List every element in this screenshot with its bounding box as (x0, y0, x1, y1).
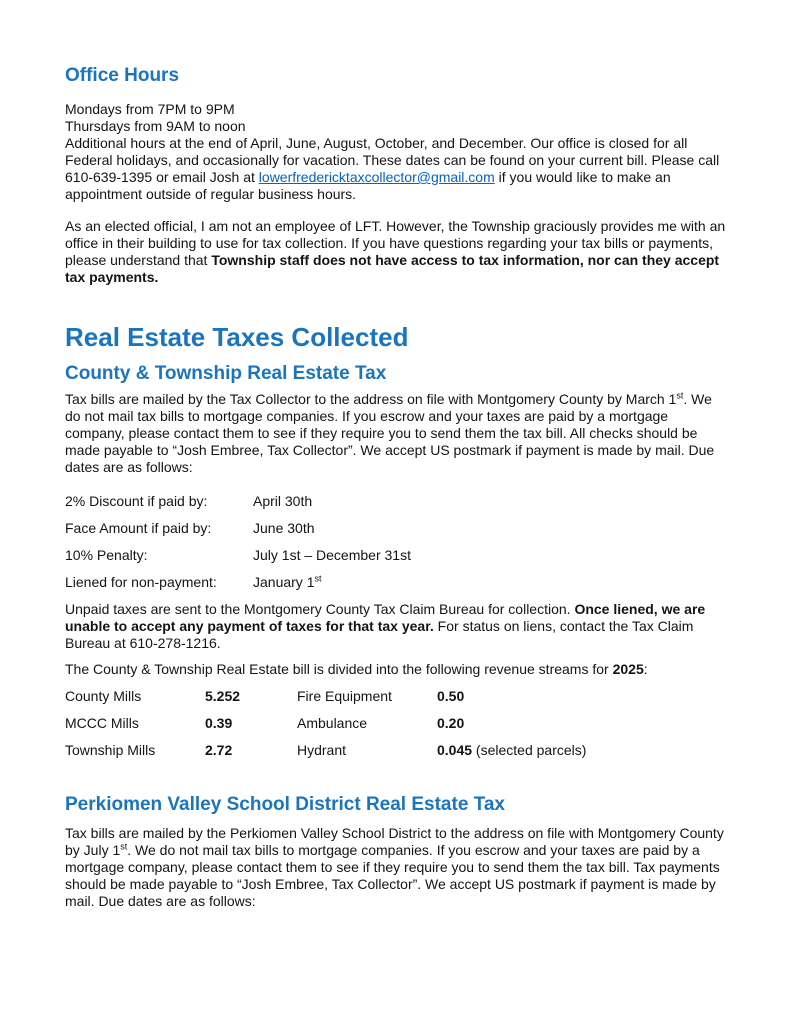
pvsd-intro-text-1: Tax bills are mailed by the Perkiomen Valley School District to the address on file with Montgomery County by July 1 (65, 825, 724, 858)
ordinal-superscript: st (314, 573, 322, 584)
disclaimer-text: As an elected official, I am not an employee of LFT. However, the Township graciously provides me with an office in their building to use for tax collection. If you have questions regarding your tax bills or payments, please understand that (65, 218, 726, 268)
county-township-tax-heading: County & Township Real Estate Tax (65, 363, 387, 384)
due-date-row (65, 574, 726, 591)
lien-bold-text: Once liened, we are unable to accept any payment of taxes for that tax year. (65, 601, 706, 634)
due-date-label: 10% Penalty: (65, 547, 148, 563)
due-date-value: April 30th (253, 493, 313, 509)
office-hours-additional (65, 135, 726, 203)
lien-text-1: Unpaid taxes are sent to the Montgomery County Tax Claim Bureau for collection. (65, 601, 575, 617)
revenue-streams-intro (65, 661, 726, 678)
due-date-row (65, 520, 726, 537)
pvsd-intro (65, 825, 726, 910)
revenue-label: MCCC Mills (65, 715, 139, 731)
due-date-label: Liened for non-payment: (65, 574, 217, 590)
revenue-row (65, 742, 726, 759)
revenue-label: Fire Equipment (297, 688, 392, 704)
office-hours-schedule (65, 101, 726, 203)
due-date-label: 2% Discount if paid by: (65, 493, 208, 509)
office-hours-line-thursdays: Thursdays from 9AM to noon (65, 118, 246, 134)
revenue-intro-year: 2025 (612, 661, 644, 677)
disclaimer-bold-text: Township staff does not have access to tax information, nor can they accept tax payments. (65, 252, 720, 285)
office-hours-text-before-link: Additional hours at the end of April, June, August, October, and December. Our office is closed for all Federal holidays, and occasionally for vacation. These dates can be found on your current bill. Please call 610-639-1395 or email Josh at (65, 135, 720, 185)
due-date-value: June 30th (253, 520, 315, 536)
revenue-note: (selected parcels) (472, 742, 587, 758)
due-date-row (65, 493, 726, 510)
revenue-value: 0.50 (437, 688, 465, 704)
pvsd-tax-heading: Perkiomen Valley School District Real Estate Tax (65, 794, 505, 815)
revenue-label: Township Mills (65, 742, 156, 758)
county-intro-text-1: Tax bills are mailed by the Tax Collector to the address on file with Montgomery County by March 1 (65, 391, 677, 407)
lien-warning (65, 601, 726, 652)
revenue-table (65, 688, 726, 759)
revenue-value: 0.39 (205, 715, 233, 731)
email-link[interactable]: lowerfredericktaxcollector@gmail.com (258, 169, 495, 185)
office-hours-text-after-link: if you would like to make an appointment outside of regular business hours. (65, 169, 671, 202)
county-intro-text-2: . We do not mail tax bills to mortgage companies. If you escrow and your taxes are paid by a mortgage company, please contact them to see if they require you to send them the tax bill. All checks should be made payable to “Josh Embree, Tax Collector”. We accept US postmark if payment is made by mail. Due dates are as follows: (65, 391, 715, 475)
revenue-value: 2.72 (205, 742, 233, 758)
lien-text-2: For status on liens, contact the Tax Claim Bureau at 610-278-1216. (65, 618, 694, 651)
revenue-row (65, 688, 726, 705)
revenue-intro-text-2: : (643, 661, 648, 677)
revenue-value: 0.20 (437, 715, 465, 731)
revenue-value: 0.045 (437, 742, 473, 758)
revenue-label: County Mills (65, 688, 142, 704)
revenue-label: Ambulance (297, 715, 368, 731)
ordinal-superscript: st (120, 841, 128, 852)
township-disclaimer (65, 218, 726, 286)
due-date-row (65, 547, 726, 564)
revenue-row (65, 715, 726, 732)
pvsd-intro-text-2: . We do not mail tax bills to mortgage companies. If you escrow and your taxes are paid by a mortgage company, please contact them to see if they require you to send them the tax bill. Tax payments should be made payable to “Josh Embree, Tax Collector”. We accept US postmark if payment is made by mail. Due dates are as follows: (65, 842, 720, 909)
revenue-value: 5.252 (205, 688, 241, 704)
real-estate-taxes-title: Real Estate Taxes Collected (65, 322, 409, 352)
revenue-intro-text-1: The County & Township Real Estate bill is divided into the following revenue streams for (65, 661, 613, 677)
due-date-label: Face Amount if paid by: (65, 520, 212, 536)
ordinal-superscript: st (676, 390, 684, 401)
due-date-value: July 1st – December 31st (253, 547, 411, 563)
office-hours-line-mondays: Mondays from 7PM to 9PM (65, 101, 235, 117)
due-date-value: January 1 (253, 574, 315, 590)
county-tax-intro (65, 391, 726, 476)
due-dates-table (65, 493, 726, 591)
revenue-label: Hydrant (297, 742, 347, 758)
office-hours-heading: Office Hours (65, 65, 180, 86)
